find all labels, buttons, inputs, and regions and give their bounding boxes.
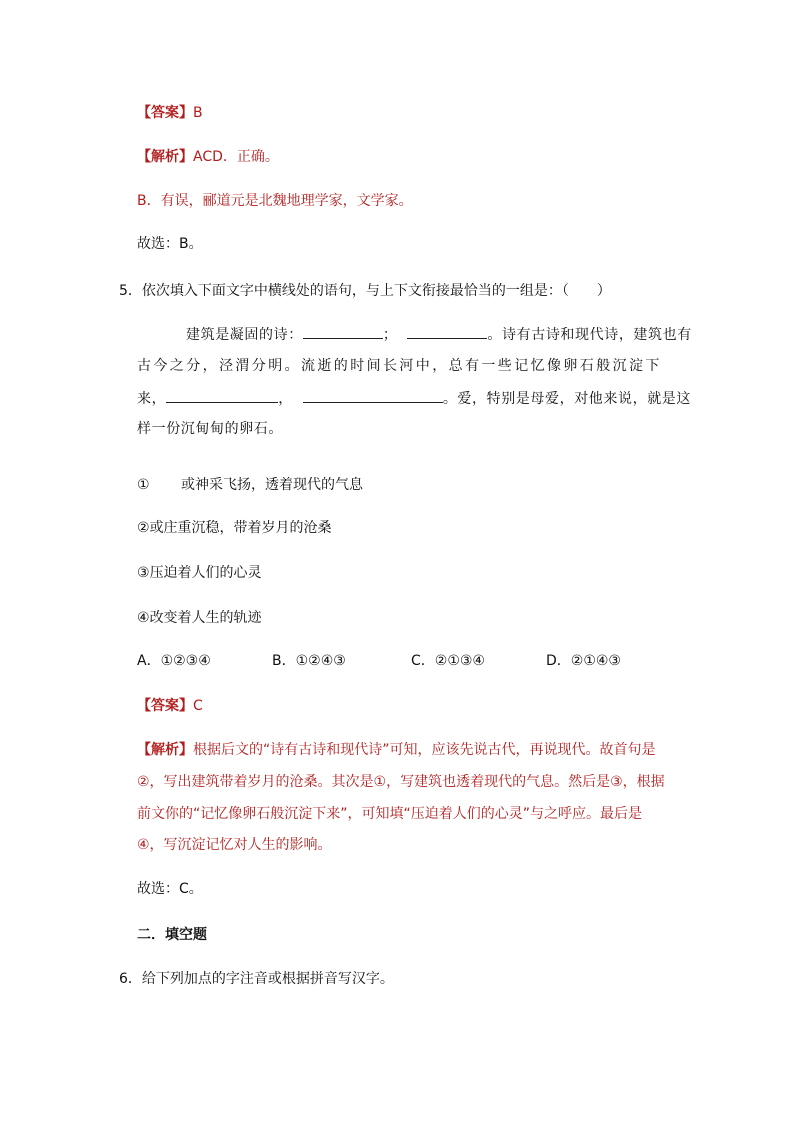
passage-text: ， — [278, 391, 293, 407]
section-title: 二．填空题 — [137, 927, 207, 943]
q5-analysis-line-3: 前文你的“记忆像卵石般沉淀下来”，可知填“压迫着人们的心灵”与之呼应。最后是 — [137, 806, 643, 822]
q4-b-note: B．有误，郦道元是北魏地理学家，文学家。 — [137, 193, 413, 209]
passage-line-2: 古今之分，泾渭分明。流逝的时间长河中，总有一些记忆像卵石般沉淀下 — [137, 358, 662, 374]
item-text: 压迫着人们的心灵 — [149, 565, 262, 581]
option-label: C． — [411, 653, 435, 669]
answer-label: 【答案】 — [137, 698, 193, 714]
item-4 — [137, 608, 262, 628]
passage-text: 建筑是凝固的诗： — [186, 327, 303, 343]
item-2 — [137, 518, 332, 538]
option-value: ①②④③ — [295, 653, 346, 669]
blank-4 — [303, 388, 443, 403]
passage-text: 来， — [137, 391, 167, 407]
analysis-label: 【解析】 — [137, 149, 193, 165]
passage-line-3 — [137, 388, 691, 409]
answer-value: C — [193, 698, 203, 714]
passage-line-4: 样一份沉甸甸的卵石。 — [137, 421, 283, 437]
item-text: 或神采飞扬，透着现代的气息 — [181, 477, 363, 493]
q6-stem: 6．给下列加点的字注音或根据拼音写汉字。 — [119, 971, 394, 987]
blank-2 — [407, 324, 487, 339]
option-a — [137, 651, 211, 671]
item-number: ② — [137, 520, 150, 536]
analysis-text: ACD．正确。 — [193, 149, 279, 165]
analysis-label: 【解析】 — [137, 742, 193, 758]
answer-value: B — [193, 105, 203, 121]
passage-text: ； — [382, 327, 398, 343]
passage-line-1 — [186, 324, 692, 345]
item-number: ④ — [137, 610, 150, 626]
item-3 — [137, 563, 262, 583]
q5-answer — [137, 696, 203, 716]
option-value: ①②③④ — [160, 653, 211, 669]
q5-analysis-line-4: ④，写沉淀记忆对人生的影响。 — [137, 837, 332, 853]
q5-analysis-line-2: ②，写出建筑带着岁月的沧桑。其次是①，写建筑也透着现代的气息。然后是③，根据 — [137, 774, 665, 790]
passage-text: 。爱，特别是母爱，对他来说，就是这 — [442, 391, 692, 407]
option-d — [546, 651, 621, 671]
q5-analysis-line-1 — [137, 740, 656, 760]
option-label: B． — [272, 653, 296, 669]
q4-analysis — [137, 147, 279, 167]
passage-text: 。诗有古诗和现代诗，建筑也有 — [487, 327, 692, 343]
item-1 — [137, 475, 363, 495]
answer-label: 【答案】 — [137, 105, 193, 121]
analysis-text: 根据后文的“诗有古诗和现代诗”可知，应该先说古代，再说现代。故首句是 — [193, 742, 656, 758]
option-b — [272, 651, 346, 671]
item-text: 改变着人生的轨迹 — [149, 610, 262, 626]
item-text: 或庄重沉稳，带着岁月的沧桑 — [149, 520, 332, 536]
option-c — [411, 651, 485, 671]
option-label: D． — [546, 653, 571, 669]
item-number: ③ — [137, 565, 150, 581]
q4-answer — [137, 103, 203, 123]
item-number: ① — [137, 477, 150, 493]
option-value: ②①③④ — [434, 653, 485, 669]
blank-1 — [303, 324, 383, 339]
q4-choose: 故选：B。 — [137, 236, 203, 252]
option-label: A． — [137, 653, 161, 669]
q5-choose: 故选：C。 — [137, 881, 203, 897]
option-value: ②①④③ — [570, 653, 621, 669]
q5-stem: 5．依次填入下面文字中横线处的语句，与上下文衔接最恰当的一组是：（ ） — [119, 283, 611, 299]
blank-3 — [166, 388, 278, 403]
